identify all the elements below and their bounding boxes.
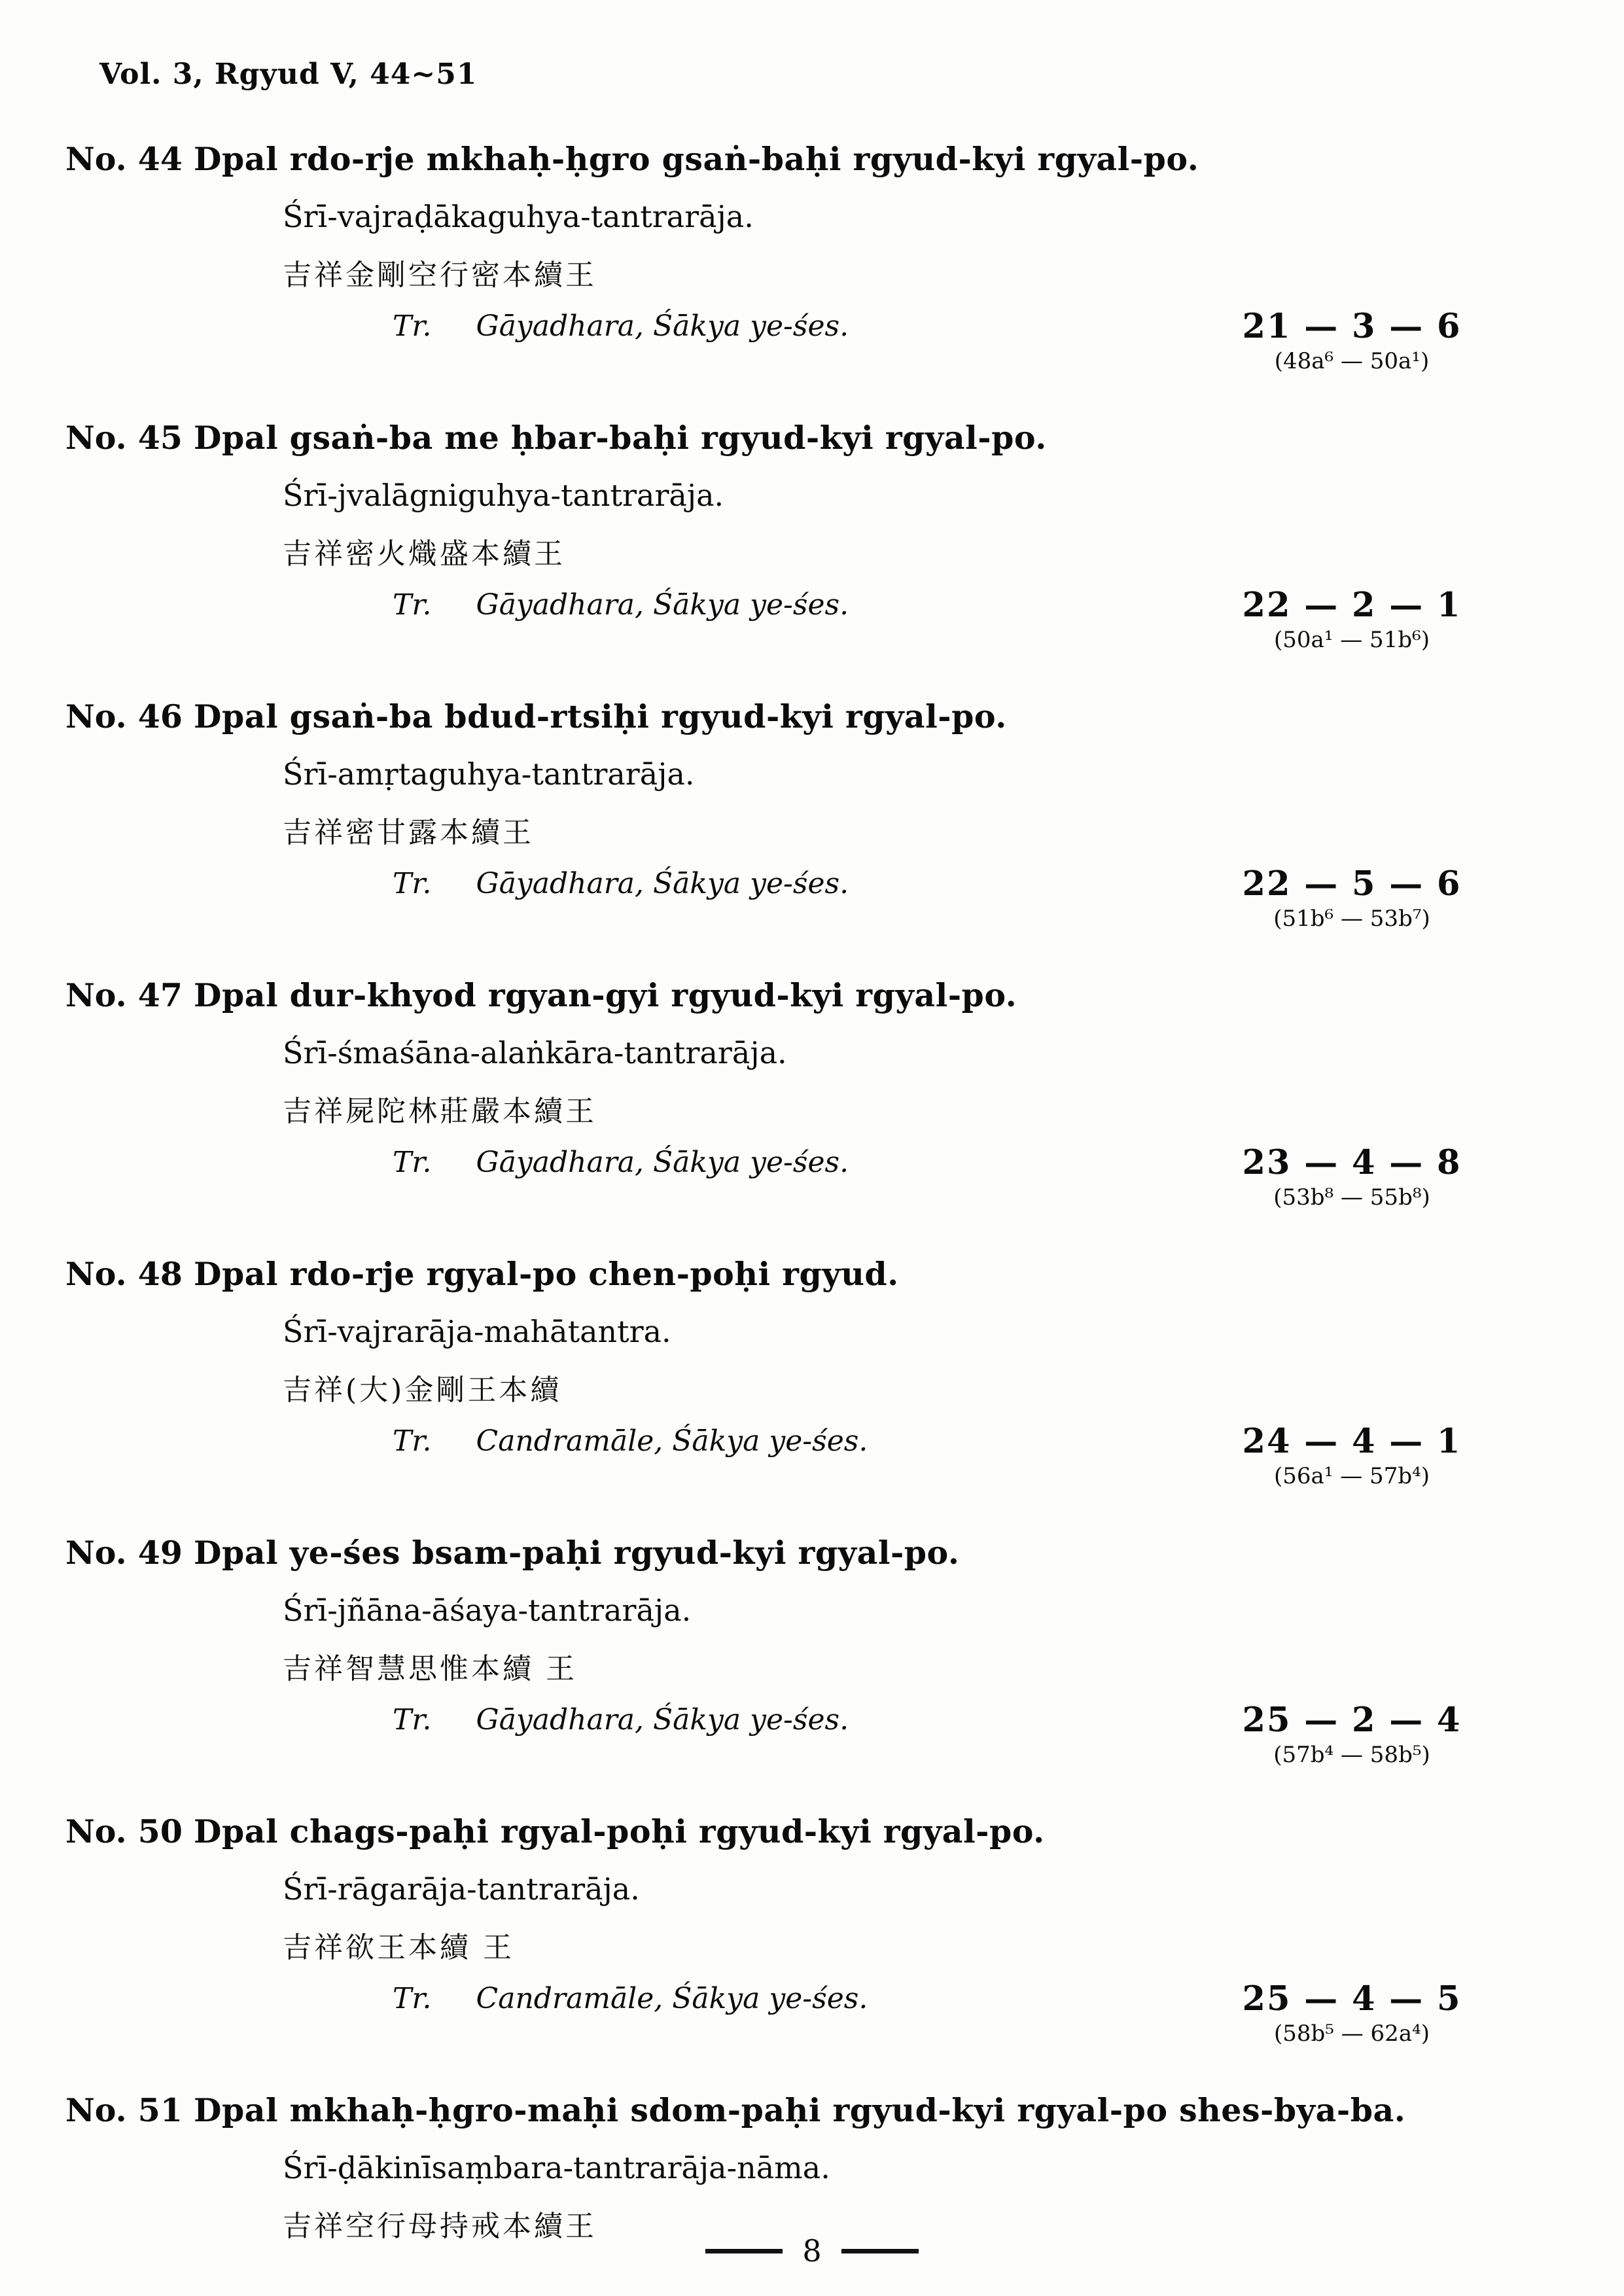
entry-sanskrit-title: Śrī-vajraḍākaguhya-tantrarāja. [283,199,754,234]
translator-label: Tr. [393,309,432,343]
translator-names: Candramāle, Śākya ye-śes. [476,1424,868,1458]
catalog-entry [0,1253,1624,1491]
entry-title-row [0,1253,1624,1295]
translator-label: Tr. [393,1982,432,2015]
entry-sanskrit-title: Śrī-amṛtaguhya-tantrarāja. [283,756,695,792]
translator-names: Gāyadhara, Śākya ye-śes. [476,867,849,900]
entry-tibetan-title: Dpal gsaṅ-ba me ḥbar-baḥi rgyud-kyi rgyal-po. [194,419,1047,457]
entry-number: No. 50 [65,1812,183,1850]
entry-ref-folios: (51b⁶ — 53b⁷) [1273,906,1430,932]
entry-chinese-title: 吉祥密甘露本續王 [283,816,534,849]
translator-names: Gāyadhara, Śākya ye-śes. [476,1146,849,1179]
entry-number: No. 51 [65,2091,183,2129]
translator-label: Tr. [393,867,432,900]
entry-translator-row [0,586,1624,655]
entry-sanskrit-title: Śrī-jvalāgniguhya-tantrarāja. [283,478,724,513]
entry-ref-folios: (56a¹ — 57b⁴) [1274,1463,1430,1489]
entry-title-row [0,2089,1624,2131]
entry-chinese-title: 吉祥屍陀林莊嚴本續王 [283,1095,597,1128]
catalog-entry [0,417,1624,655]
entry-reference-block [1142,864,1561,934]
entry-tibetan-title: Dpal ye-śes bsam-paḥi rgyud-kyi rgyal-po. [194,1534,960,1572]
entry-list [0,138,1624,2245]
entry-number: No. 45 [65,419,183,457]
translator-line [393,586,849,625]
entry-ref-number: 23 — 4 — 8 [1242,1143,1462,1182]
entry-chinese-title: 吉祥空行母持戒本續王 [283,2210,597,2243]
entry-tibetan-title: Dpal rdo-rje mkhaḥ-ḥgro gsaṅ-baḥi rgyud-kyi rgyal-po. [194,140,1199,178]
entry-ref-number: 21 — 3 — 6 [1242,307,1462,346]
entry-translator-row [0,1422,1624,1491]
page-footer [0,2233,1624,2269]
entry-translator-row [0,307,1624,376]
entry-number: No. 49 [65,1534,183,1572]
entry-translator-row [0,1979,1624,2049]
entry-reference-block [1142,1979,1561,2049]
entry-ref-folios: (53b⁸ — 55b⁸) [1273,1184,1430,1210]
translator-label: Tr. [393,588,432,622]
entry-ref-folios: (57b⁴ — 58b⁵) [1273,1742,1430,1768]
entry-sanskrit-title: Śrī-vajrarāja-mahātantra. [283,1314,671,1349]
entry-number: No. 46 [65,698,183,735]
translator-line [393,1979,868,2019]
entry-ref-number: 24 — 4 — 1 [1242,1422,1462,1461]
entry-tibetan-title: Dpal mkhaḥ-ḥgro-maḥi sdom-paḥi rgyud-kyi rgyal-po shes-bya-ba. [194,2091,1406,2129]
entry-ref-number: 25 — 4 — 5 [1242,1979,1462,2019]
translator-label: Tr. [393,1703,432,1737]
entry-sanskrit-title: Śrī-jñāna-āśaya-tantrarāja. [283,1593,692,1628]
entry-tibetan-title: Dpal chags-paḥi rgyal-poḥi rgyud-kyi rgyal-po. [194,1812,1045,1850]
catalog-entry [0,1532,1624,1770]
entry-translator-row [0,1701,1624,1770]
entry-number: No. 48 [65,1255,183,1293]
footer-rule-right-icon [841,2249,919,2253]
entry-chinese-title: 吉祥金剛空行密本續王 [283,258,597,292]
catalog-entry [0,974,1624,1212]
translator-label: Tr. [393,1424,432,1458]
catalog-entry [0,1810,1624,2049]
entry-chinese-title: 吉祥密火熾盛本續王 [283,537,565,571]
entry-tibetan-title: Dpal rdo-rje rgyal-po chen-poḥi rgyud. [194,1255,899,1293]
entry-chinese-title: 吉祥欲王本續 王 [283,1931,514,1964]
entry-ref-folios: (50a¹ — 51b⁶) [1274,627,1430,653]
entry-ref-folios: (58b⁵ — 62a⁴) [1274,2021,1430,2047]
entry-reference-block [1142,1701,1561,1770]
entry-translator-row [0,864,1624,934]
translator-names: Gāyadhara, Śākya ye-śes. [476,309,849,343]
entry-ref-number: 22 — 5 — 6 [1242,864,1462,904]
translator-line [393,1422,868,1461]
translator-label: Tr. [393,1146,432,1179]
entry-chinese-title: 吉祥智慧思惟本續 王 [283,1652,577,1686]
entry-sanskrit-title: Śrī-ḍākinīsaṃbara-tantrarāja-nāma. [283,2150,830,2185]
translator-names: Gāyadhara, Śākya ye-śes. [476,1703,849,1737]
page-number: 8 [802,2233,822,2269]
entry-translator-row [0,1143,1624,1212]
translator-line [393,1143,849,1182]
translator-names: Candramāle, Śākya ye-śes. [476,1982,868,2015]
entry-ref-folios: (48a⁶ — 50a¹) [1274,348,1430,374]
entry-sanskrit-title: Śrī-rāgarāja-tantrarāja. [283,1871,640,1907]
entry-reference-block [1142,1422,1561,1491]
translator-line [393,864,849,904]
entry-title-row [0,138,1624,180]
entry-tibetan-title: Dpal gsaṅ-ba bdud-rtsiḥi rgyud-kyi rgyal-po. [194,698,1007,735]
entry-title-row [0,417,1624,459]
entry-tibetan-title: Dpal dur-khyod rgyan-gyi rgyud-kyi rgyal-po. [194,976,1017,1014]
entry-title-row [0,696,1624,737]
translator-line [393,1701,849,1740]
entry-number: No. 44 [65,140,183,178]
entry-title-row [0,1532,1624,1574]
entry-reference-block [1142,307,1561,376]
catalog-entry [0,696,1624,934]
entry-chinese-title: 吉祥(大)金剛王本續 [283,1373,562,1407]
entry-number: No. 47 [65,976,183,1014]
entry-title-row [0,1810,1624,1852]
entry-ref-number: 25 — 2 — 4 [1242,1701,1462,1740]
catalog-entry [0,2089,1624,2245]
entry-title-row [0,974,1624,1016]
entry-reference-block [1142,586,1561,655]
page-header: Vol. 3, Rgyud V, 44~51 [99,58,478,91]
entry-sanskrit-title: Śrī-śmaśāna-alaṅkāra-tantrarāja. [283,1035,787,1070]
footer-rule-left-icon [705,2249,783,2253]
translator-names: Gāyadhara, Śākya ye-śes. [476,588,849,622]
entry-ref-number: 22 — 2 — 1 [1242,586,1462,625]
catalog-entry [0,138,1624,376]
entry-reference-block [1142,1143,1561,1212]
translator-line [393,307,849,346]
